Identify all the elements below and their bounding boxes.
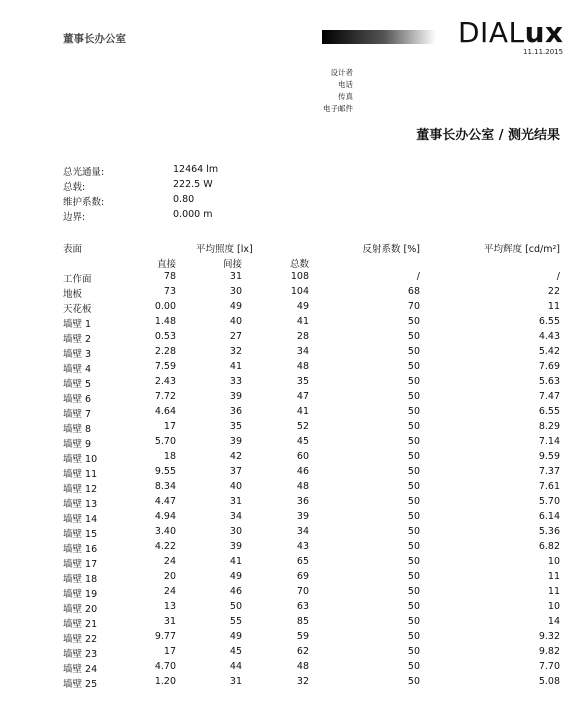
indirect-illuminance: 50	[229, 601, 242, 612]
indirect-illuminance: 40	[229, 481, 242, 492]
surface-name: 墙壁 20	[63, 604, 98, 615]
luminance-value: /	[556, 271, 560, 282]
surface-name: 工作面	[63, 274, 92, 285]
table-row	[0, 316, 584, 331]
indirect-illuminance: 31	[229, 271, 242, 282]
indirect-illuminance: 31	[229, 676, 242, 687]
direct-illuminance: 2.28	[154, 346, 176, 357]
page-title: 董事长办公室 / 测光结果	[416, 128, 560, 143]
table-row	[0, 511, 584, 526]
reflectance-value: 50	[407, 586, 420, 597]
luminance-value: 5.70	[538, 496, 560, 507]
direct-illuminance: 17	[163, 646, 176, 657]
direct-illuminance: 4.70	[154, 661, 176, 672]
table-row	[0, 346, 584, 361]
indirect-illuminance: 33	[229, 376, 242, 387]
direct-illuminance: 0.00	[154, 301, 176, 312]
indirect-illuminance: 31	[229, 496, 242, 507]
table-row	[0, 601, 584, 616]
total-illuminance: 35	[296, 376, 309, 387]
indirect-illuminance: 41	[229, 361, 242, 372]
direct-illuminance: 18	[163, 451, 176, 462]
summary-value: 222.5 W	[173, 179, 213, 190]
reflectance-value: 50	[407, 646, 420, 657]
total-illuminance: 59	[296, 631, 309, 642]
phone-label: 电话	[338, 80, 353, 89]
table-row	[0, 541, 584, 556]
total-illuminance: 36	[296, 496, 309, 507]
summary-value: 12464 lm	[173, 164, 219, 175]
luminance-value: 14	[547, 616, 560, 627]
direct-illuminance: 17	[163, 421, 176, 432]
reflectance-value: 50	[407, 331, 420, 342]
reflectance-value: 50	[407, 361, 420, 372]
direct-illuminance: 31	[163, 616, 176, 627]
reflectance-value: 50	[407, 436, 420, 447]
table-row	[0, 646, 584, 661]
table-row	[0, 451, 584, 466]
surface-name: 墙壁 12	[63, 484, 98, 495]
indirect-illuminance: 30	[229, 286, 242, 297]
reflectance-value: 50	[407, 541, 420, 552]
surface-name: 墙壁 24	[63, 664, 98, 675]
luminance-value: 4.43	[538, 331, 560, 342]
reflectance-value: 50	[407, 511, 420, 522]
reflectance-value: 50	[407, 346, 420, 357]
surface-name: 墙壁 8	[63, 424, 92, 435]
indirect-illuminance: 36	[229, 406, 242, 417]
indirect-illuminance: 42	[229, 451, 242, 462]
summary-label: 总光通量:	[63, 167, 105, 178]
direct-illuminance: 7.59	[154, 361, 176, 372]
header-surface: 表面	[63, 244, 83, 255]
total-illuminance: 69	[296, 571, 309, 582]
reflectance-value: 50	[407, 556, 420, 567]
luminance-value: 7.14	[538, 436, 560, 447]
reflectance-value: 68	[407, 286, 420, 297]
table-row	[0, 556, 584, 571]
direct-illuminance: 4.22	[154, 541, 176, 552]
total-illuminance: 39	[296, 511, 309, 522]
project-name: 董事长办公室	[63, 33, 126, 45]
table-row	[0, 406, 584, 421]
luminance-value: 5.63	[538, 376, 560, 387]
luminance-value: 5.36	[538, 526, 560, 537]
total-illuminance: 45	[296, 436, 309, 447]
table-row	[0, 421, 584, 436]
table-row	[0, 571, 584, 586]
surface-name: 墙壁 6	[63, 394, 92, 405]
luminance-value: 5.08	[538, 676, 560, 687]
direct-illuminance: 3.40	[154, 526, 176, 537]
indirect-illuminance: 40	[229, 316, 242, 327]
luminance-value: 9.59	[538, 451, 560, 462]
surface-name: 墙壁 22	[63, 634, 98, 645]
table-row	[0, 286, 584, 301]
surface-name: 墙壁 11	[63, 469, 98, 480]
header-avg-illuminance: 平均照度 [lx]	[196, 244, 253, 255]
indirect-illuminance: 49	[229, 571, 242, 582]
total-illuminance: 34	[296, 526, 309, 537]
surface-name: 墙壁 17	[63, 559, 98, 570]
subheader-total: 总数	[289, 259, 309, 270]
logo-prefix: DIAL	[458, 16, 525, 49]
direct-illuminance: 4.94	[154, 511, 176, 522]
reflectance-value: 50	[407, 526, 420, 537]
luminance-value: 6.55	[538, 406, 560, 417]
direct-illuminance: 1.48	[154, 316, 176, 327]
direct-illuminance: 73	[163, 286, 176, 297]
email-label: 电子邮件	[323, 104, 353, 113]
indirect-illuminance: 39	[229, 436, 242, 447]
summary-value: 0.80	[173, 194, 195, 205]
table-row	[0, 436, 584, 451]
reflectance-value: 50	[407, 451, 420, 462]
indirect-illuminance: 30	[229, 526, 242, 537]
reflectance-value: 70	[407, 301, 420, 312]
reflectance-value: 50	[407, 481, 420, 492]
surface-name: 墙壁 5	[63, 379, 92, 390]
summary-label: 维护系数:	[63, 197, 105, 208]
reflectance-value: 50	[407, 631, 420, 642]
direct-illuminance: 9.77	[154, 631, 176, 642]
reflectance-value: 50	[407, 496, 420, 507]
indirect-illuminance: 27	[229, 331, 242, 342]
reflectance-value: 50	[407, 616, 420, 627]
direct-illuminance: 0.53	[154, 331, 176, 342]
table-row	[0, 271, 584, 286]
surface-name: 墙壁 7	[63, 409, 92, 420]
reflectance-value: /	[416, 271, 420, 282]
indirect-illuminance: 32	[229, 346, 242, 357]
report-date: 11.11.2015	[523, 48, 564, 56]
direct-illuminance: 20	[163, 571, 176, 582]
total-illuminance: 70	[296, 586, 309, 597]
total-illuminance: 32	[296, 676, 309, 687]
indirect-illuminance: 39	[229, 391, 242, 402]
table-row	[0, 586, 584, 601]
total-illuminance: 41	[296, 406, 309, 417]
surface-name: 墙壁 16	[63, 544, 98, 555]
total-illuminance: 48	[296, 661, 309, 672]
direct-illuminance: 24	[163, 556, 176, 567]
luminance-value: 6.55	[538, 316, 560, 327]
indirect-illuminance: 45	[229, 646, 242, 657]
surface-name: 墙壁 25	[63, 679, 98, 690]
direct-illuminance: 4.47	[154, 496, 176, 507]
surface-name: 墙壁 15	[63, 529, 98, 540]
luminance-value: 6.82	[538, 541, 560, 552]
reflectance-value: 50	[407, 571, 420, 582]
indirect-illuminance: 49	[229, 301, 242, 312]
surface-name: 墙壁 10	[63, 454, 98, 465]
total-illuminance: 62	[296, 646, 309, 657]
indirect-illuminance: 46	[229, 586, 242, 597]
luminance-value: 7.47	[538, 391, 560, 402]
reflectance-value: 50	[407, 661, 420, 672]
header-gradient-bar	[322, 30, 436, 44]
surface-name: 墙壁 3	[63, 349, 92, 360]
direct-illuminance: 4.64	[154, 406, 176, 417]
table-row	[0, 676, 584, 691]
summary-label: 边界:	[63, 212, 86, 223]
luminance-value: 9.32	[538, 631, 560, 642]
table-row	[0, 526, 584, 541]
direct-illuminance: 13	[163, 601, 176, 612]
luminance-value: 10	[547, 556, 560, 567]
reflectance-value: 50	[407, 601, 420, 612]
direct-illuminance: 8.34	[154, 481, 176, 492]
total-illuminance: 65	[296, 556, 309, 567]
table-row	[0, 661, 584, 676]
reflectance-value: 50	[407, 316, 420, 327]
luminance-value: 7.37	[538, 466, 560, 477]
total-illuminance: 108	[290, 271, 309, 282]
luminance-value: 9.82	[538, 646, 560, 657]
direct-illuminance: 24	[163, 586, 176, 597]
table-row	[0, 301, 584, 316]
luminance-value: 11	[547, 301, 560, 312]
surface-name: 墙壁 14	[63, 514, 98, 525]
total-illuminance: 48	[296, 361, 309, 372]
total-illuminance: 85	[296, 616, 309, 627]
indirect-illuminance: 39	[229, 541, 242, 552]
luminance-value: 10	[547, 601, 560, 612]
total-illuminance: 63	[296, 601, 309, 612]
surface-name: 墙壁 19	[63, 589, 98, 600]
reflectance-value: 50	[407, 376, 420, 387]
indirect-illuminance: 41	[229, 556, 242, 567]
total-illuminance: 104	[290, 286, 309, 297]
total-illuminance: 52	[296, 421, 309, 432]
table-row	[0, 376, 584, 391]
direct-illuminance: 78	[163, 271, 176, 282]
table-row	[0, 631, 584, 646]
total-illuminance: 46	[296, 466, 309, 477]
surface-name: 天花板	[63, 304, 92, 315]
surface-name: 墙壁 18	[63, 574, 98, 585]
total-illuminance: 48	[296, 481, 309, 492]
reflectance-value: 50	[407, 391, 420, 402]
indirect-illuminance: 44	[229, 661, 242, 672]
total-illuminance: 60	[296, 451, 309, 462]
reflectance-value: 50	[407, 406, 420, 417]
surface-name: 墙壁 9	[63, 439, 92, 450]
direct-illuminance: 1.20	[154, 676, 176, 687]
reflectance-value: 50	[407, 676, 420, 687]
table-row	[0, 496, 584, 511]
total-illuminance: 47	[296, 391, 309, 402]
total-illuminance: 34	[296, 346, 309, 357]
header-avg-luminance: 平均辉度 [cd/m²]	[484, 244, 560, 255]
indirect-illuminance: 37	[229, 466, 242, 477]
surface-name: 墙壁 23	[63, 649, 98, 660]
summary-value: 0.000 m	[173, 209, 213, 220]
dialux-logo	[458, 16, 564, 49]
fax-label: 传真	[338, 92, 353, 101]
direct-illuminance: 5.70	[154, 436, 176, 447]
summary-label: 总载:	[63, 182, 86, 193]
indirect-illuminance: 49	[229, 631, 242, 642]
table-row	[0, 391, 584, 406]
total-illuminance: 41	[296, 316, 309, 327]
surface-name: 墙壁 4	[63, 364, 92, 375]
surface-name: 地板	[63, 289, 83, 300]
luminance-value: 6.14	[538, 511, 560, 522]
surface-name: 墙壁 2	[63, 334, 92, 345]
surface-name: 墙壁 1	[63, 319, 92, 330]
luminance-value: 22	[547, 286, 560, 297]
total-illuminance: 28	[296, 331, 309, 342]
luminance-value: 7.61	[538, 481, 560, 492]
luminance-value: 11	[547, 586, 560, 597]
total-illuminance: 49	[296, 301, 309, 312]
luminance-value: 11	[547, 571, 560, 582]
direct-illuminance: 2.43	[154, 376, 176, 387]
subheader-direct: 直接	[156, 259, 176, 270]
luminance-value: 7.69	[538, 361, 560, 372]
luminance-value: 5.42	[538, 346, 560, 357]
luminance-value: 8.29	[538, 421, 560, 432]
subheader-indirect: 间接	[222, 259, 242, 270]
table-row	[0, 361, 584, 376]
indirect-illuminance: 35	[229, 421, 242, 432]
luminance-value: 7.70	[538, 661, 560, 672]
table-row	[0, 481, 584, 496]
table-row	[0, 466, 584, 481]
table-row	[0, 616, 584, 631]
table-row	[0, 331, 584, 346]
surface-name: 墙壁 13	[63, 499, 98, 510]
direct-illuminance: 7.72	[154, 391, 176, 402]
header-reflectance: 反射系数 [%]	[362, 244, 420, 255]
direct-illuminance: 9.55	[154, 466, 176, 477]
indirect-illuminance: 55	[229, 616, 242, 627]
indirect-illuminance: 34	[229, 511, 242, 522]
surface-name: 墙壁 21	[63, 619, 98, 630]
logo-suffix: ux	[524, 16, 564, 49]
designer-label: 设计者	[330, 68, 353, 77]
reflectance-value: 50	[407, 421, 420, 432]
reflectance-value: 50	[407, 466, 420, 477]
total-illuminance: 43	[296, 541, 309, 552]
